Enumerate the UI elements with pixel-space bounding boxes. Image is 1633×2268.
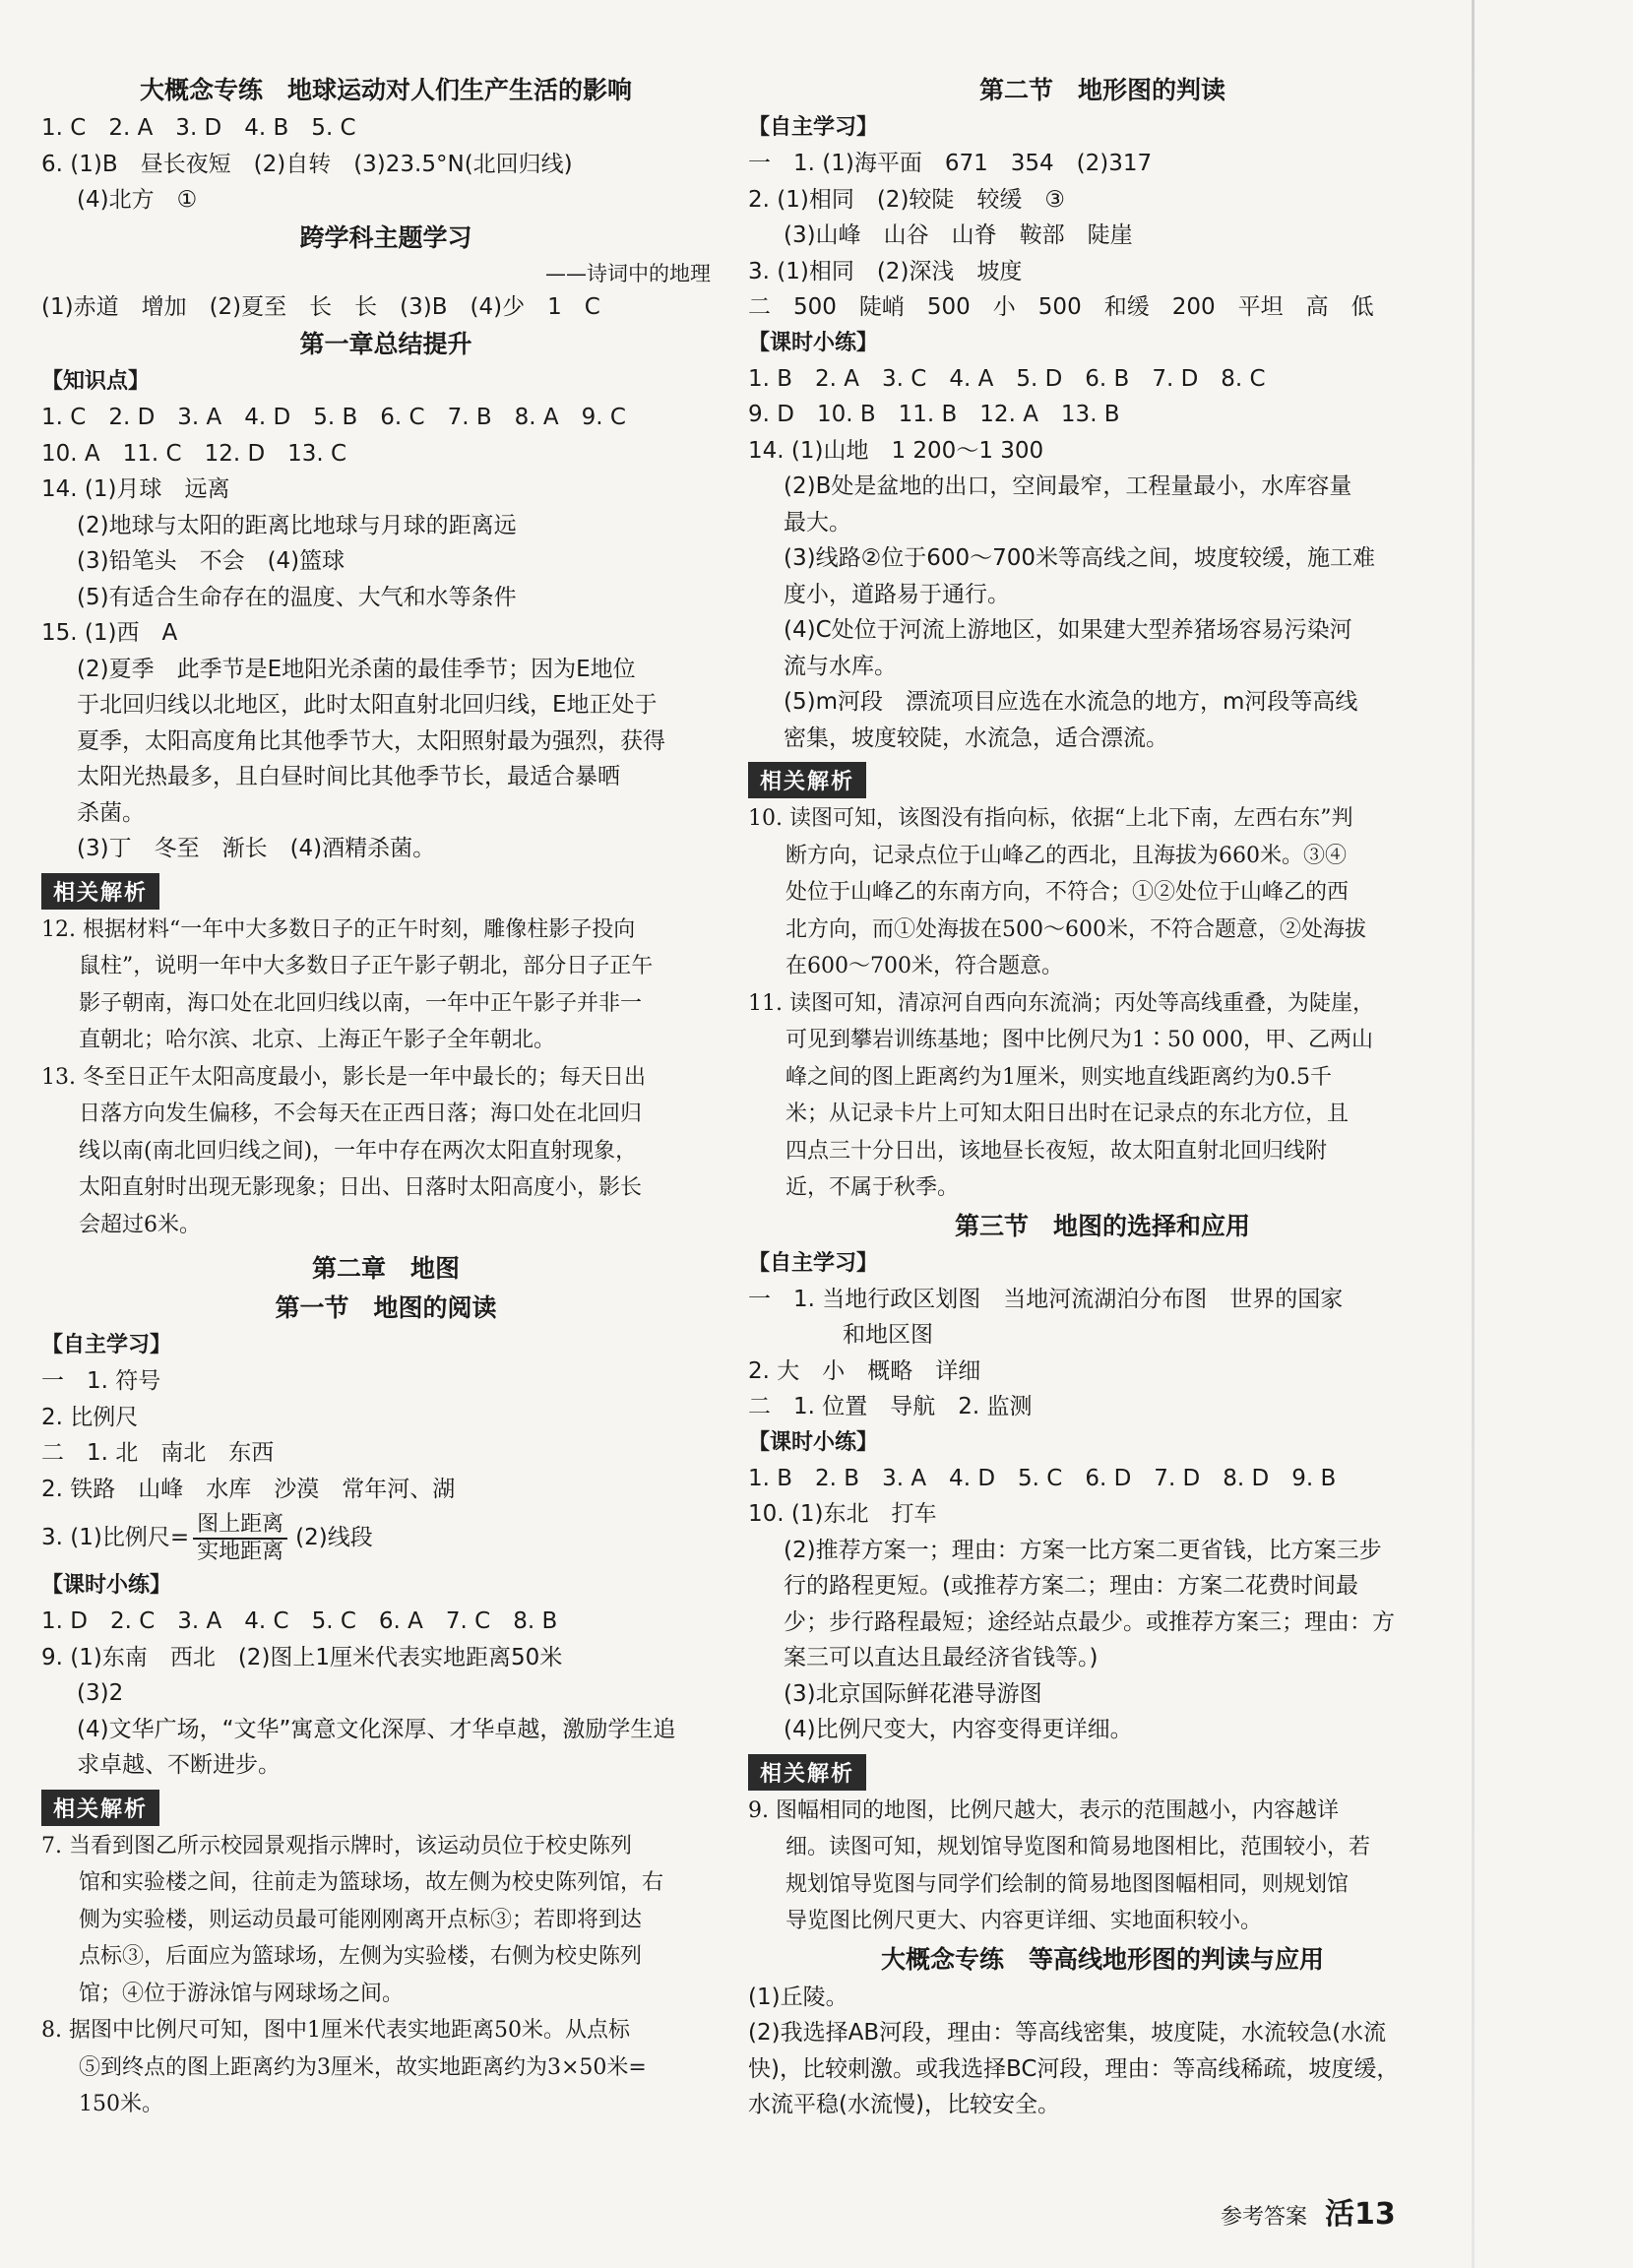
explanation-line: 日落方向发生偏移，不会每天在正西日落；海口处在北回归 xyxy=(79,1102,643,1126)
explanation-line: 侧为实验楼，则运动员最可能刚刚离开点标③；若即将到达 xyxy=(79,1907,643,1932)
answer-line: (4)比例尺变大，内容变得更详细。 xyxy=(784,1717,1133,1742)
section-title-chapter1-summary: 第一章总结提升 xyxy=(299,330,472,358)
answer-line: (2)推荐方案一；理由：方案一比方案二更省钱，比方案三步 xyxy=(784,1537,1382,1563)
section-title-topographic: 第二节 地形图的判读 xyxy=(978,76,1225,104)
tag-class-practice: 【课时小练】 xyxy=(748,330,879,355)
answer-line: 二 1. 北 南北 东西 xyxy=(41,1440,275,1466)
explanation-line: 可见到攀岩训练基地；图中比例尺为1∶50 000，甲、乙两山 xyxy=(785,1028,1373,1052)
tag-knowledge: 【知识点】 xyxy=(41,369,151,394)
explanation-line: 线以南(南北回归线之间)，一年中存在两次太阳直射现象， xyxy=(79,1138,638,1164)
page-edge-line xyxy=(1472,0,1475,2268)
explanation-line: 在600～700米，符合题意。 xyxy=(785,954,1063,978)
explanation-line: 米；从记录卡片上可知太阳日出时在记录点的东北方位，且 xyxy=(785,1102,1350,1126)
fraction-denominator: 实地距离 xyxy=(197,1539,284,1564)
explanation-line: 7. 当看到图乙所示校园景观指示牌时，该运动员位于校史陈列 xyxy=(41,1833,632,1858)
page-number: 活13 xyxy=(1325,2197,1396,2232)
answer-line: 杀菌。 xyxy=(77,799,145,826)
related-analysis-box: 相关解析 xyxy=(41,1790,159,1826)
answer-line: 6. (1)B 昼长夜短 (2)自转 (3)23.5°N(北回归线) xyxy=(41,151,573,177)
explanation-line: 鼠柱”，说明一年中大多数日子正午影子朝北，部分日子正午 xyxy=(79,954,654,978)
section-title-map-selection: 第三节 地图的选择和应用 xyxy=(954,1211,1250,1240)
answer-line: (2)我选择AB河段，理由：等高线密集，坡度陡，水流较急(水流 xyxy=(748,2020,1387,2046)
answer-line: (3)山峰 山谷 山脊 鞍部 陡崖 xyxy=(784,222,1133,248)
section-title-map-reading: 第一节 地图的阅读 xyxy=(275,1293,497,1322)
answer-line: (3)丁 冬至 渐长 (4)酒精杀菌。 xyxy=(77,836,436,861)
explanation-line: 150米。 xyxy=(79,2092,163,2116)
answer-line: 流与水库。 xyxy=(784,653,897,679)
answer-line: (1)丘陵。 xyxy=(748,1984,848,2010)
answer-line: 1. B 2. A 3. C 4. A 5. D 6. B 7. D 8. C xyxy=(748,365,1266,392)
tag-self-study: 【自主学习】 xyxy=(748,115,879,140)
answer-line: 1. C 2. A 3. D 4. B 5. C xyxy=(41,115,356,141)
explanation-line: 馆和实验楼之间，往前走为篮球场，故左侧为校史陈列馆，右 xyxy=(79,1870,664,1895)
tag-self-study: 【自主学习】 xyxy=(41,1333,172,1357)
explanation-line: 太阳直射时出现无影现象；日出、日落时太阳高度小，影长 xyxy=(79,1175,643,1200)
answer-line: 一 1. (1)海平面 671 354 (2)317 xyxy=(748,151,1153,176)
fraction-suffix: (2)线段 xyxy=(295,1525,373,1550)
explanation-line: 直朝北；哈尔滨、北京、上海正午影子全年朝北。 xyxy=(79,1028,556,1052)
explanation-line: 近，不属于秋季。 xyxy=(785,1175,960,1200)
answer-line: (3)线路②位于600～700米等高线之间，坡度较缓，施工难 xyxy=(784,545,1375,571)
explanation-line: ⑤到终点的图上距离约为3厘米，故实地距离约为3×50米= xyxy=(79,2054,647,2080)
right-column xyxy=(748,71,1457,2123)
explanation-line: 影子朝南，海口处在北回归线以南，一年中正午影子并非一 xyxy=(79,990,643,1016)
explanation-line: 11. 读图可知，清凉河自西向东流淌；丙处等高线重叠，为陡崖， xyxy=(748,990,1374,1016)
answer-line: 2. 比例尺 xyxy=(41,1404,139,1430)
tag-class-practice: 【课时小练】 xyxy=(748,1429,879,1455)
tag-class-practice: 【课时小练】 xyxy=(41,1573,172,1598)
answer-line: (4)北方 ① xyxy=(77,187,198,213)
section-title-cross-subject: 跨学科主题学习 xyxy=(299,222,472,252)
answer-line: 2. (1)相同 (2)较陡 较缓 ③ xyxy=(748,186,1066,213)
section-title-contour-practice: 大概念专练 等高线地形图的判读与应用 xyxy=(880,1944,1324,1974)
explanation-line: 四点三十分日出，该地昼长夜短，故太阳直射北回归线附 xyxy=(785,1138,1328,1164)
explanation-line: 8. 据图中比例尺可知，图中1厘米代表实地距离50米。从点标 xyxy=(41,2018,630,2043)
explanation-line: 馆；④位于游泳馆与网球场之间。 xyxy=(79,1981,405,2006)
answer-line: 二 500 陡峭 500 小 500 和缓 200 平坦 高 低 xyxy=(748,294,1374,320)
answer-line: 10. A 11. C 12. D 13. C xyxy=(41,440,347,467)
explanation-line: 导览图比例尺更大、内容更详细、实地面积较小。 xyxy=(785,1909,1263,1933)
answer-line: 最大。 xyxy=(784,509,851,536)
related-analysis-box: 相关解析 xyxy=(748,762,866,798)
answer-line: 一 1. 符号 xyxy=(41,1368,161,1394)
answer-line: 2. 铁路 山峰 水库 沙漠 常年河、湖 xyxy=(41,1476,456,1502)
answer-line: (3)2 xyxy=(77,1680,124,1706)
answer-line: 案三可以直达且最经济省钱等。) xyxy=(784,1645,1099,1670)
section-title-earth-motion: 大概念专练 地球运动对人们生产生活的影响 xyxy=(139,76,632,104)
answer-line: (2)夏季 此季节是E地阳光杀菌的最佳季节；因为E地位 xyxy=(77,656,636,682)
explanation-line: 10. 读图可知，该图没有指向标，依据“上北下南，左西右东”判 xyxy=(748,806,1353,831)
answer-line: 和地区图 xyxy=(843,1322,933,1348)
answer-line: 夏季，太阳高度角比其他季节大，太阳照射最为强烈，获得 xyxy=(77,727,665,754)
answer-line: 3. (1)相同 (2)深浅 坡度 xyxy=(748,258,1023,284)
answer-line: 二 1. 位置 导航 2. 监测 xyxy=(748,1394,1033,1419)
answer-line: 15. (1)西 A xyxy=(41,620,178,646)
explanation-line: 峰之间的图上距离约为1厘米，则实地直线距离约为0.5千 xyxy=(785,1064,1332,1090)
answer-line-fraction xyxy=(41,1507,730,1568)
answer-line: (4)C处位于河流上游地区，如果建大型养猪场容易污染河 xyxy=(784,617,1352,643)
fraction-prefix: 3. (1)比例尺= xyxy=(41,1525,190,1550)
answer-line: (3)北京国际鲜花港导游图 xyxy=(784,1680,1042,1707)
explanation-line: 北方向，而①处海拔在500～600米，不符合题意，②处海拔 xyxy=(785,916,1366,942)
answer-line: (2)地球与太阳的距离比地球与月球的距离远 xyxy=(77,512,517,538)
answer-line: 10. (1)东北 打车 xyxy=(748,1501,937,1527)
answer-line: 9. (1)东南 西北 (2)图上1厘米代表实地距离50米 xyxy=(41,1644,563,1670)
answer-line: 行的路程更短。(或推荐方案二；理由：方案二花费时间最 xyxy=(784,1573,1358,1599)
answer-line: 1. D 2. C 3. A 4. C 5. C 6. A 7. C 8. B xyxy=(41,1608,558,1634)
explanation-line: 断方向，记录点位于山峰乙的西北，且海拔为660米。③④ xyxy=(785,843,1347,868)
footer-label: 参考答案 xyxy=(1221,2205,1308,2230)
left-column xyxy=(41,71,730,2123)
scale-fraction xyxy=(193,1512,287,1565)
answer-line: 太阳光热最多，且白昼时间比其他季节长，最适合暴晒 xyxy=(77,764,620,789)
explanation-line: 规划馆导览图与同学们绘制的简易地图图幅相同，则规划馆 xyxy=(785,1871,1350,1897)
answer-line: (2)B处是盆地的出口，空间最窄，工程量最小，水库容量 xyxy=(784,473,1352,499)
explanation-line: 会超过6米。 xyxy=(79,1212,201,1237)
answer-line: 1. B 2. B 3. A 4. D 5. C 6. D 7. D 8. D 9. B xyxy=(748,1465,1337,1491)
answer-line: (1)赤道 增加 (2)夏至 长 长 (3)B (4)少 1 C xyxy=(41,293,600,320)
answer-line: 14. (1)月球 远离 xyxy=(41,476,230,502)
answer-line: 9. D 10. B 11. B 12. A 13. B xyxy=(748,402,1120,427)
answer-line: (3)铅笔头 不会 (4)篮球 xyxy=(77,548,345,574)
page-footer xyxy=(1221,2189,1396,2233)
explanation-line: 13. 冬至日正午太阳高度最小，影长是一年中最长的；每天日出 xyxy=(41,1064,646,1090)
explanation-line: 12. 根据材料“一年中大多数日子的正午时刻，雕像柱影子投向 xyxy=(41,916,636,942)
related-analysis-box: 相关解析 xyxy=(748,1754,866,1791)
answer-line: 求卓越、不断进步。 xyxy=(77,1752,281,1778)
chapter2-title: 第二章 地图 xyxy=(311,1254,460,1283)
answer-line: 14. (1)山地 1 200～1 300 xyxy=(748,437,1044,464)
explanation-line: 9. 图幅相同的地图，比例尺越大，表示的范围越小，内容越详 xyxy=(748,1797,1339,1823)
answer-line: 水流平稳(水流慢)，比较安全。 xyxy=(748,2092,1060,2117)
explanation-line: 处位于山峰乙的东南方向，不符合；①②处位于山峰乙的西 xyxy=(785,880,1350,905)
tag-self-study: 【自主学习】 xyxy=(748,1250,879,1276)
answer-line: (5)m河段 漂流项目应选在水流急的地方，m河段等高线 xyxy=(784,689,1358,715)
answer-line: 度小，道路易于通行。 xyxy=(784,581,1010,607)
answer-line: 密集，坡度较陡，水流急，适合漂流。 xyxy=(784,724,1168,751)
answer-line: 少；步行路程最短；途经站点最少。或推荐方案三；理由：方 xyxy=(784,1608,1395,1635)
section-subtitle: ——诗词中的地理 xyxy=(545,261,711,285)
fraction-numerator: 图上距离 xyxy=(193,1512,287,1540)
answer-line: (4)文华广场，“文华”寓意文化深厚、才华卓越，激励学生追 xyxy=(77,1716,676,1742)
answer-line: 2. 大 小 概略 详细 xyxy=(748,1357,981,1384)
related-analysis-box: 相关解析 xyxy=(41,873,159,910)
answer-line: 1. C 2. D 3. A 4. D 5. B 6. C 7. B 8. A 9. C xyxy=(41,405,626,430)
answer-line: 于北回归线以北地区，此时太阳直射北回归线，E地正处于 xyxy=(77,692,658,718)
answer-line: (5)有适合生命存在的温度、大气和水等条件 xyxy=(77,584,517,610)
explanation-line: 细。读图可知，规划馆导览图和简易地图相比，范围较小，若 xyxy=(785,1835,1371,1859)
answer-line: 一 1. 当地行政区划图 当地河流湖泊分布图 世界的国家 xyxy=(748,1286,1344,1312)
explanation-line: 点标③，后面应为篮球场，左侧为实验楼，右侧为校史陈列 xyxy=(79,1944,643,1969)
answer-line: 快)，比较刺激。或我选择BC河段，理由：等高线稀疏，坡度缓， xyxy=(748,2055,1400,2082)
